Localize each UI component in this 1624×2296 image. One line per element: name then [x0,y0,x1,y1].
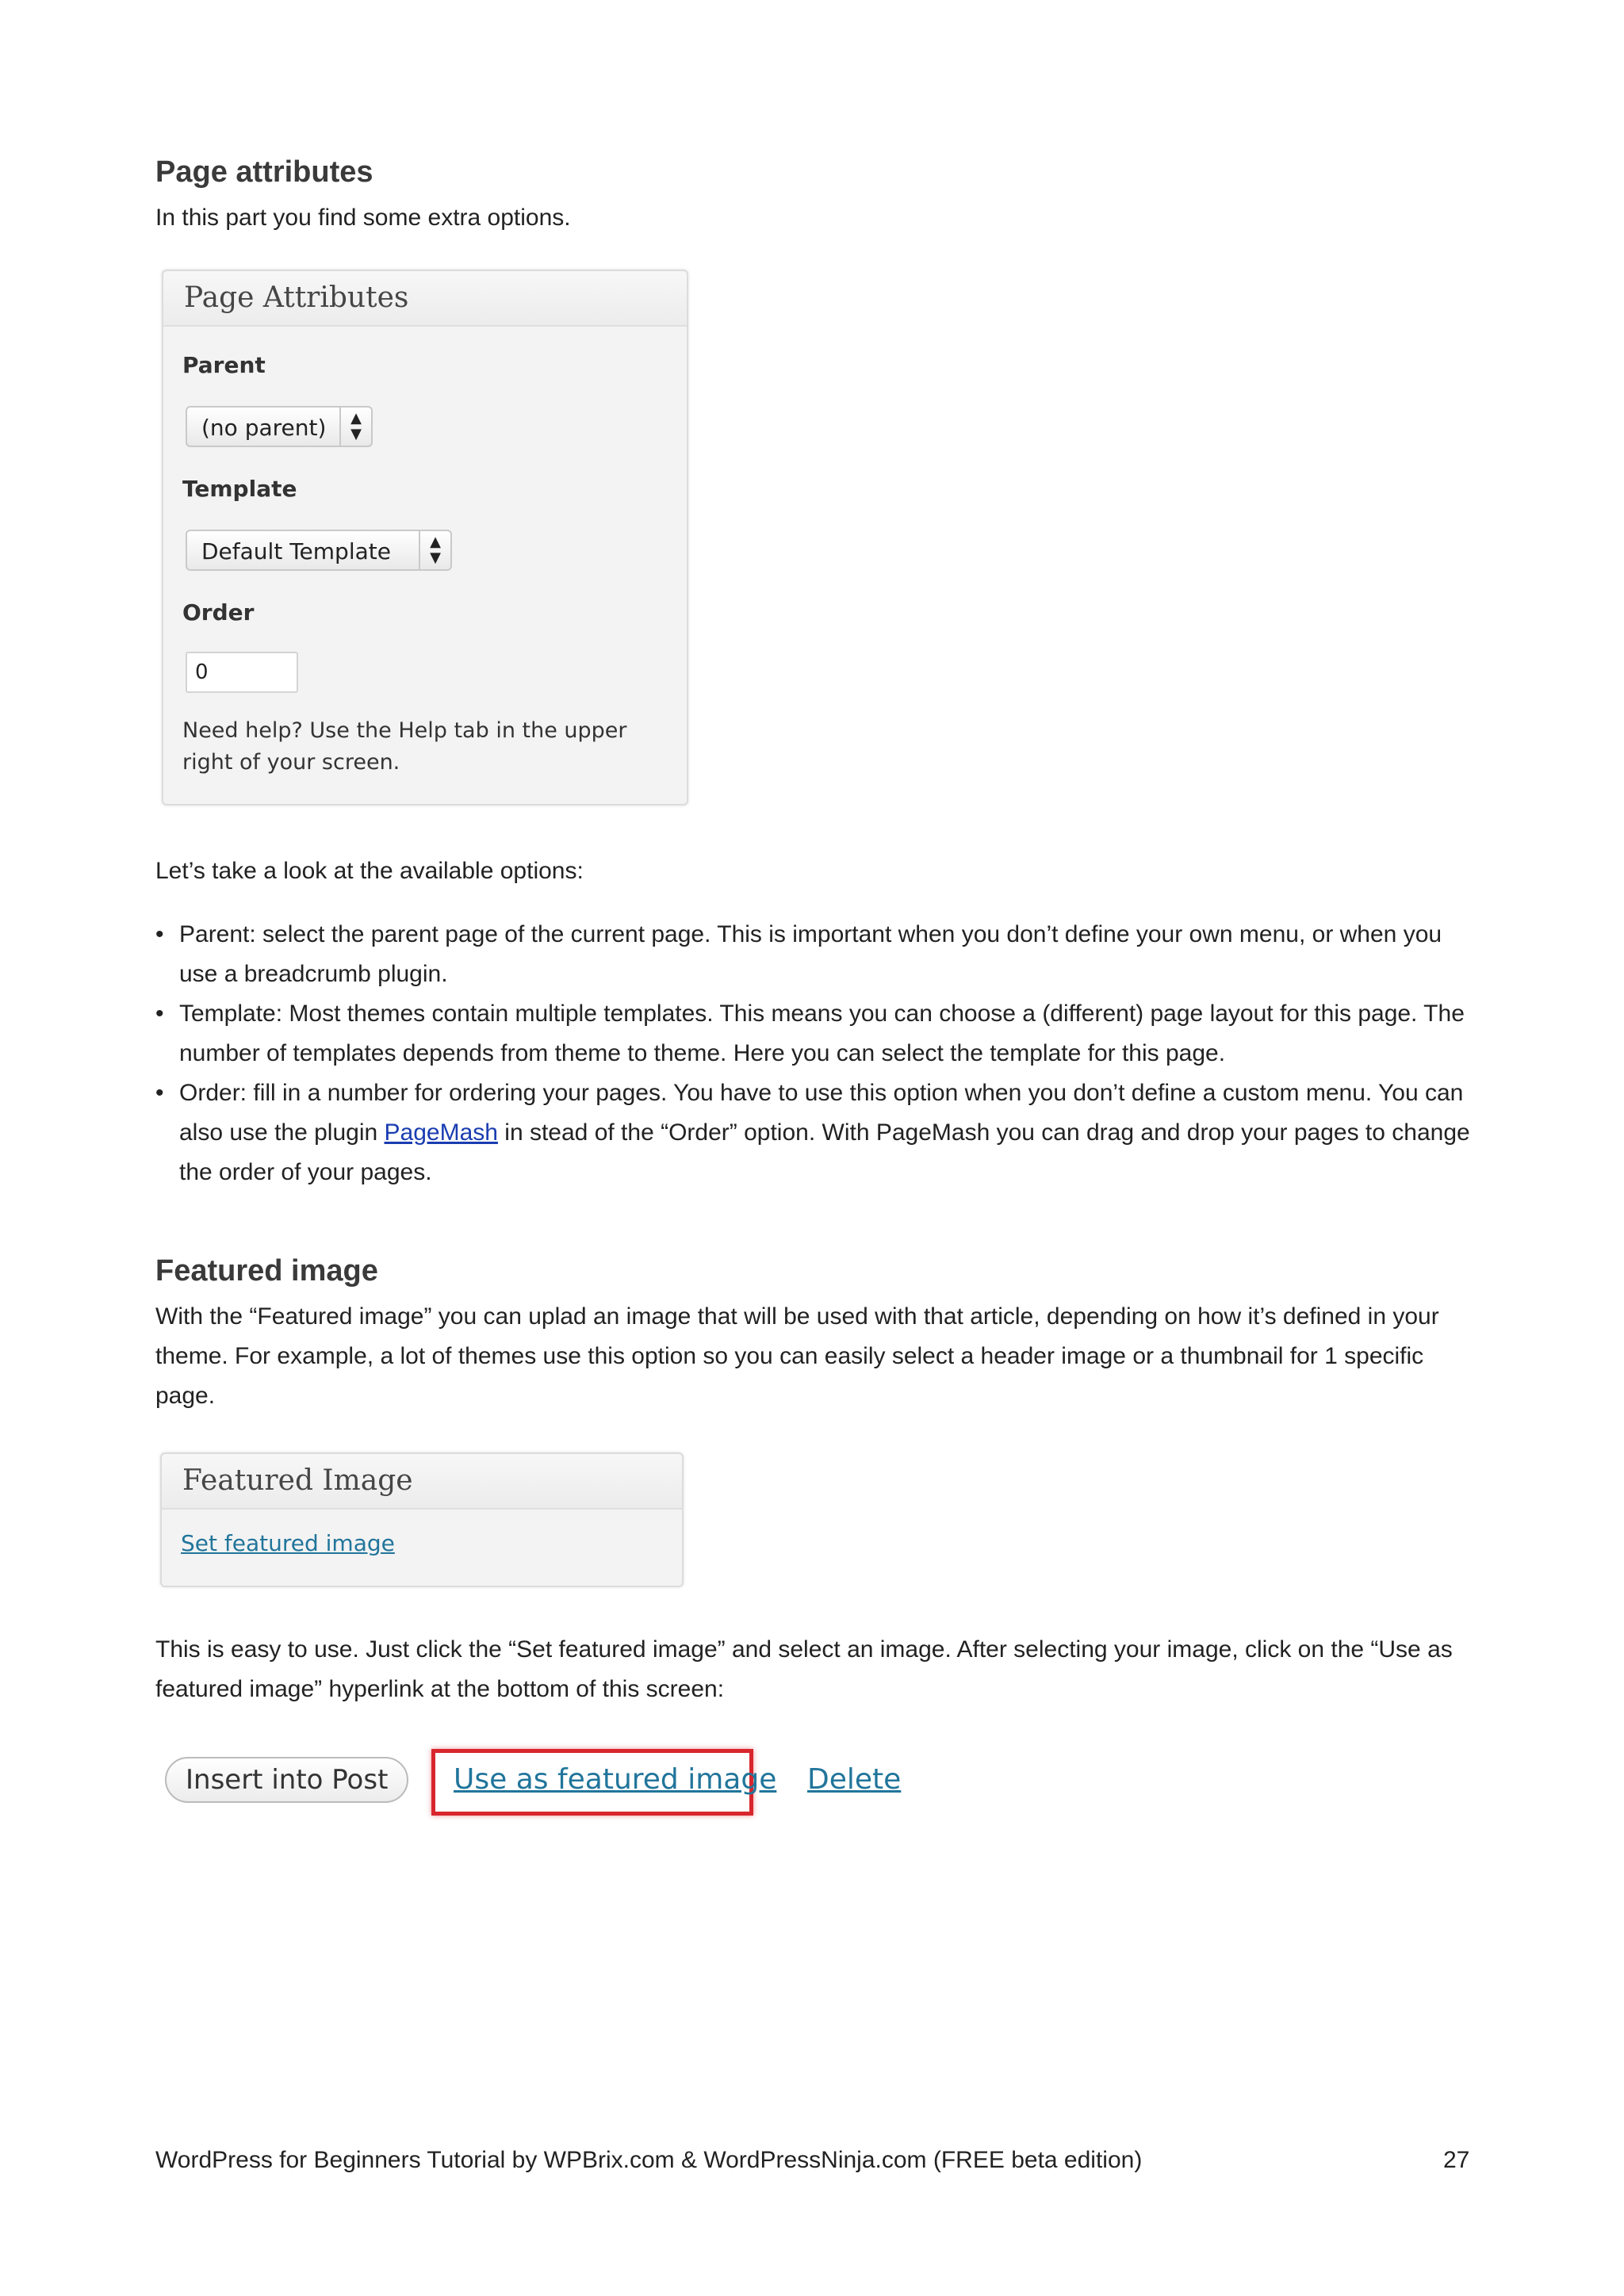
featured-image-box [160,1452,684,1587]
delete-link[interactable]: Delete [807,1763,902,1796]
page-attributes-box [162,270,688,806]
featured-image-title: Featured Image [162,1454,682,1510]
pagemash-link[interactable]: PageMash [384,1119,498,1146]
footer-text: WordPress for Beginners Tutorial by WPBrix.com & WordPressNinja.com (FREE beta edition) [155,2147,1143,2173]
set-featured-image-link[interactable]: Set featured image [181,1530,395,1556]
options-intro: Let’s take a look at the available options: [155,858,584,884]
section-intro-featured-image: With the “Featured image” you can uplad an image that will be used with that article, depending on how it’s defined in your theme. For example, a lot of themes use this option so you can easily select a header image or a thumbnail for 1 specific page. [155,1303,1439,1409]
order-label: Order [182,599,255,626]
bullet-icon: • [155,1001,164,1027]
page-number: 27 [1443,2147,1470,2173]
parent-select-value: (no parent) [201,415,327,441]
select-arrows-icon: ▲ ▼ [419,531,450,569]
list-item [155,915,1472,994]
list-item [155,1073,1472,1192]
options-list [155,915,1472,1192]
list-item [155,994,1472,1073]
order-input[interactable]: 0 [186,652,298,693]
section-intro-page-attributes: In this part you find some extra options. [155,205,571,231]
select-arrows-icon: ▲ ▼ [339,408,371,446]
option-order-text-end: in stead of the “Order” option. With PageMash you can drag and drop your pages to change the order of your pages. [179,1119,1470,1185]
template-label: Template [182,476,297,502]
parent-select[interactable] [186,406,373,447]
template-select-value: Default Template [201,538,391,564]
bullet-icon: • [155,921,164,947]
parent-label: Parent [182,352,266,378]
bullet-icon: • [155,1080,164,1106]
help-text: Need help? Use the Help tab in the upper right of your screen. [182,718,627,775]
section-heading-featured-image: Featured image [155,1254,378,1288]
option-template-text: Template: Most themes contain multiple templates. This means you can choose a (different) page layout for this page. The number of templates depends from theme to theme. Here you can select the template for this page. [179,1001,1465,1066]
template-select[interactable] [186,530,452,571]
insert-into-post-button[interactable]: Insert into Post [165,1757,408,1803]
section-heading-page-attributes: Page attributes [155,155,373,189]
featured-instructions: This is easy to use. Just click the “Set featured image” and select an image. After selecting your image, click on the “Use as featured image” hyperlink at the bottom of this screen: [155,1636,1453,1702]
page-attributes-title: Page Attributes [163,271,687,327]
option-order-text-start: Order: fill in a number for ordering your pages. You have to use this option when you don’t define a custom menu. You can also use the plugin [179,1080,1464,1146]
option-parent-text: Parent: select the parent page of the current page. This is important when you don’t define your own menu, or when you use a breadcrumb plugin. [179,921,1442,987]
use-as-featured-image-link[interactable]: Use as featured image [454,1763,777,1796]
